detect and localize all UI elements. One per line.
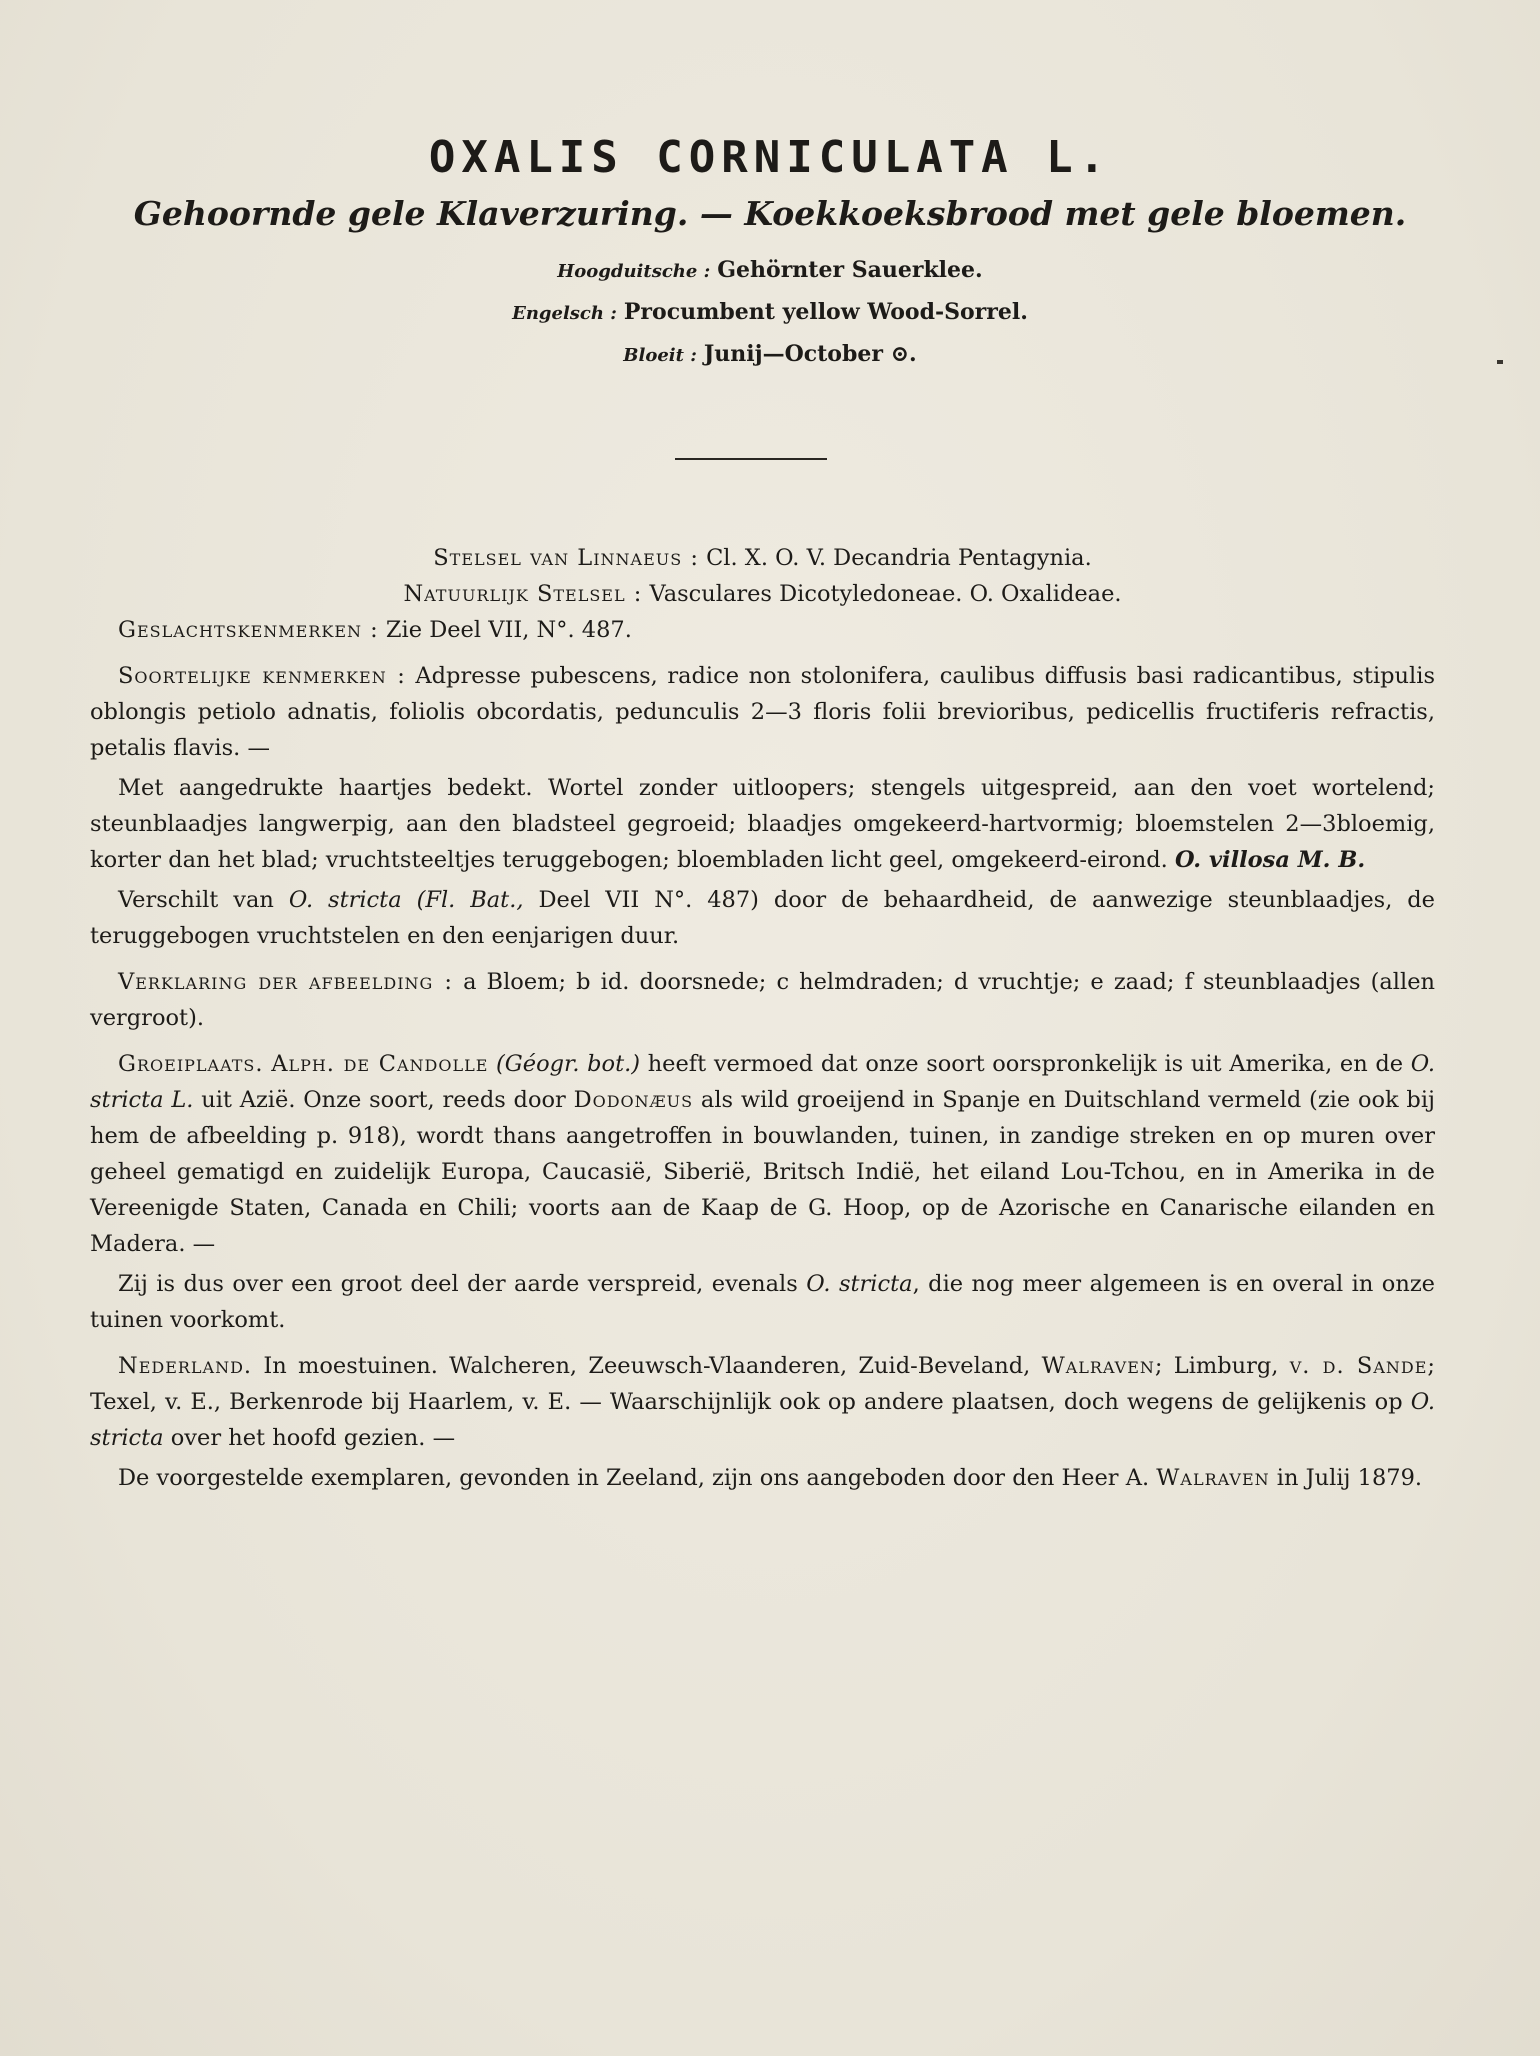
linnaeus-value: Cl. X. O. V. Decandria Pentagynia. <box>706 545 1092 571</box>
english-name-line <box>0 292 1540 334</box>
explanation-label: Verklaring der afbeelding : <box>118 969 453 995</box>
nl-walraven: Walraven <box>1041 1353 1155 1379</box>
final-text-a: De voorgestelde exemplaren, gevonden in Zeeland, zijn ons aangeboden door den Heer A. <box>118 1465 1150 1491</box>
header <box>0 128 1540 376</box>
english-value: Procumbent yellow Wood-Sorrel. <box>623 299 1028 325</box>
nl-text-b: ; Limburg, <box>1154 1353 1279 1379</box>
spread-species: O. stricta <box>806 1271 913 1297</box>
netherlands <box>90 1348 1435 1456</box>
nl-text-e: over het hoofd gezien. — <box>170 1425 456 1451</box>
linnaeus-label: Stelsel van Linnaeus : <box>433 545 699 571</box>
page-title: OXALIS CORNICULATA L. <box>428 132 1112 183</box>
nl-species: O. stricta <box>90 1389 1435 1451</box>
english-label: Engelsch : <box>512 303 617 324</box>
species-value: Adpresse pubescens, radice non stolonifera, caulibus diffusis basi radicantibus, stipulis oblongis petiolo adnatis, foliolis obcordatis, pedunculis 2—3 floris folii brevioribus, pedicellis fructiferis refractis, petalis flavis. — <box>90 663 1435 761</box>
diff-text-a: Verschilt van <box>118 887 274 913</box>
habitat-ref: (Géogr. bot.) <box>496 1051 641 1077</box>
genus-value: Zie Deel VII, N°. 487. <box>385 617 632 643</box>
habitat-label: Groeiplaats. <box>118 1051 264 1077</box>
ink-speck <box>1497 360 1503 364</box>
divider <box>675 458 827 460</box>
bloom-label: Bloeit : <box>623 345 697 366</box>
habitat-text-d: als wild groeijend in Spanje en Duitschland vermeld (zie ook bij hem de afbeelding p. 918), wordt thans aangetroffen in bouwlanden, tuinen, in zandige streken en op muren over geheel gematigd en zuidelijk Europa, Caucasië, Siberië, Britsch Indië, het eiland Lou-Tchou, en in Amerika in de Vereenigde Staten, Canada en Chili; voorts aan de Kaap de G. Hoop, op de Azorische en Canarische eilanden en Madera. — <box>90 1087 1436 1257</box>
nl-label: Nederland. <box>118 1353 253 1379</box>
body-text <box>90 540 1435 1500</box>
german-value: Gehörnter Sauerklee. <box>717 257 983 283</box>
bloom-line <box>0 334 1540 376</box>
species-label: Soortelijke kenmerken : <box>118 663 406 689</box>
german-label: Hoogduitsche : <box>557 261 711 282</box>
diff-species: O. stricta <box>288 887 402 913</box>
page-subtitle: Gehoornde gele Klaverzuring. — Koekkoeksbrood met gele bloemen. <box>133 194 1407 233</box>
specimen-note <box>90 1460 1435 1496</box>
dutch-desc-text: Met aangedrukte haartjes bedekt. Wortel zonder uitloopers; stengels uitgespreid, aan den voet wortelend; steunblaadjes langwerpig, aan den bladsteel gegroeid; blaadjes omgekeerd-hartvormig; bloemstelen 2—3bloemig, korter dan het blad; vruchtsteeltjes teruggebogen; bloembladen licht geel, omgekeerd-eirond. <box>90 775 1435 873</box>
genus-label: Geslachtskenmerken : <box>118 617 379 643</box>
final-text-b: in Julij 1879. <box>1276 1465 1423 1491</box>
natural-label: Natuurlijk Stelsel : <box>403 581 643 607</box>
linnaeus-system <box>90 540 1435 576</box>
diff-text-d: Deel VII N°. 487) door de behaardheid, de aanwezige steunblaadjes, de teruggebogen vruchtstelen en den eenjarigen duur. <box>90 887 1435 949</box>
difference-note <box>90 882 1435 954</box>
nl-text-a: In moestuinen. Walcheren, Zeeuwsch-Vlaanderen, Zuid-Beveland, <box>263 1353 1031 1379</box>
distribution <box>90 1266 1435 1338</box>
spread-text-c: , die nog meer algemeen is en overal in onze tuinen voorkomt. <box>90 1271 1435 1333</box>
spread-text-a: Zij is dus over een groot deel der aarde verspreid, evenals <box>118 1271 798 1297</box>
explanation-value: a Bloem; b id. doorsnede; c helmdraden; d vruchtje; e zaad; f steunblaadjes (allen vergroot). <box>90 969 1436 1031</box>
bloom-value: Junij—October ⊙. <box>703 341 917 367</box>
german-name-line <box>0 250 1540 292</box>
final-walraven: Walraven <box>1156 1465 1270 1491</box>
habitat-text-a: heeft vermoed dat onze soort oorspronkelijk is uit Amerika, en de <box>647 1051 1404 1077</box>
habitat-author: Alph. de Candolle <box>271 1051 489 1077</box>
habitat-dodonaeus: Dodonæus <box>573 1087 694 1113</box>
diff-ref: (Fl. Bat., <box>416 887 524 913</box>
habitat-species: O. stricta L. <box>90 1051 1435 1113</box>
natural-system <box>90 576 1435 612</box>
genus-characters <box>90 612 1435 648</box>
habitat-text-c: uit Azië. Onze soort, reeds door <box>201 1087 566 1113</box>
dutch-description <box>90 770 1435 878</box>
nl-sande: v. d. Sande <box>1289 1353 1428 1379</box>
habitat <box>90 1046 1435 1262</box>
synonym: O. villosa M. B. <box>1175 847 1366 873</box>
nl-text-c: ; Texel, v. E., Berkenrode bij Haarlem, v. E. — Waarschijnlijk ook op andere plaatsen, doch wegens de gelijkenis op <box>90 1353 1435 1415</box>
natural-value: Vasculares Dicotyledoneae. O. Oxalideae. <box>649 581 1122 607</box>
figure-explanation <box>90 964 1435 1036</box>
species-characters <box>90 658 1435 766</box>
